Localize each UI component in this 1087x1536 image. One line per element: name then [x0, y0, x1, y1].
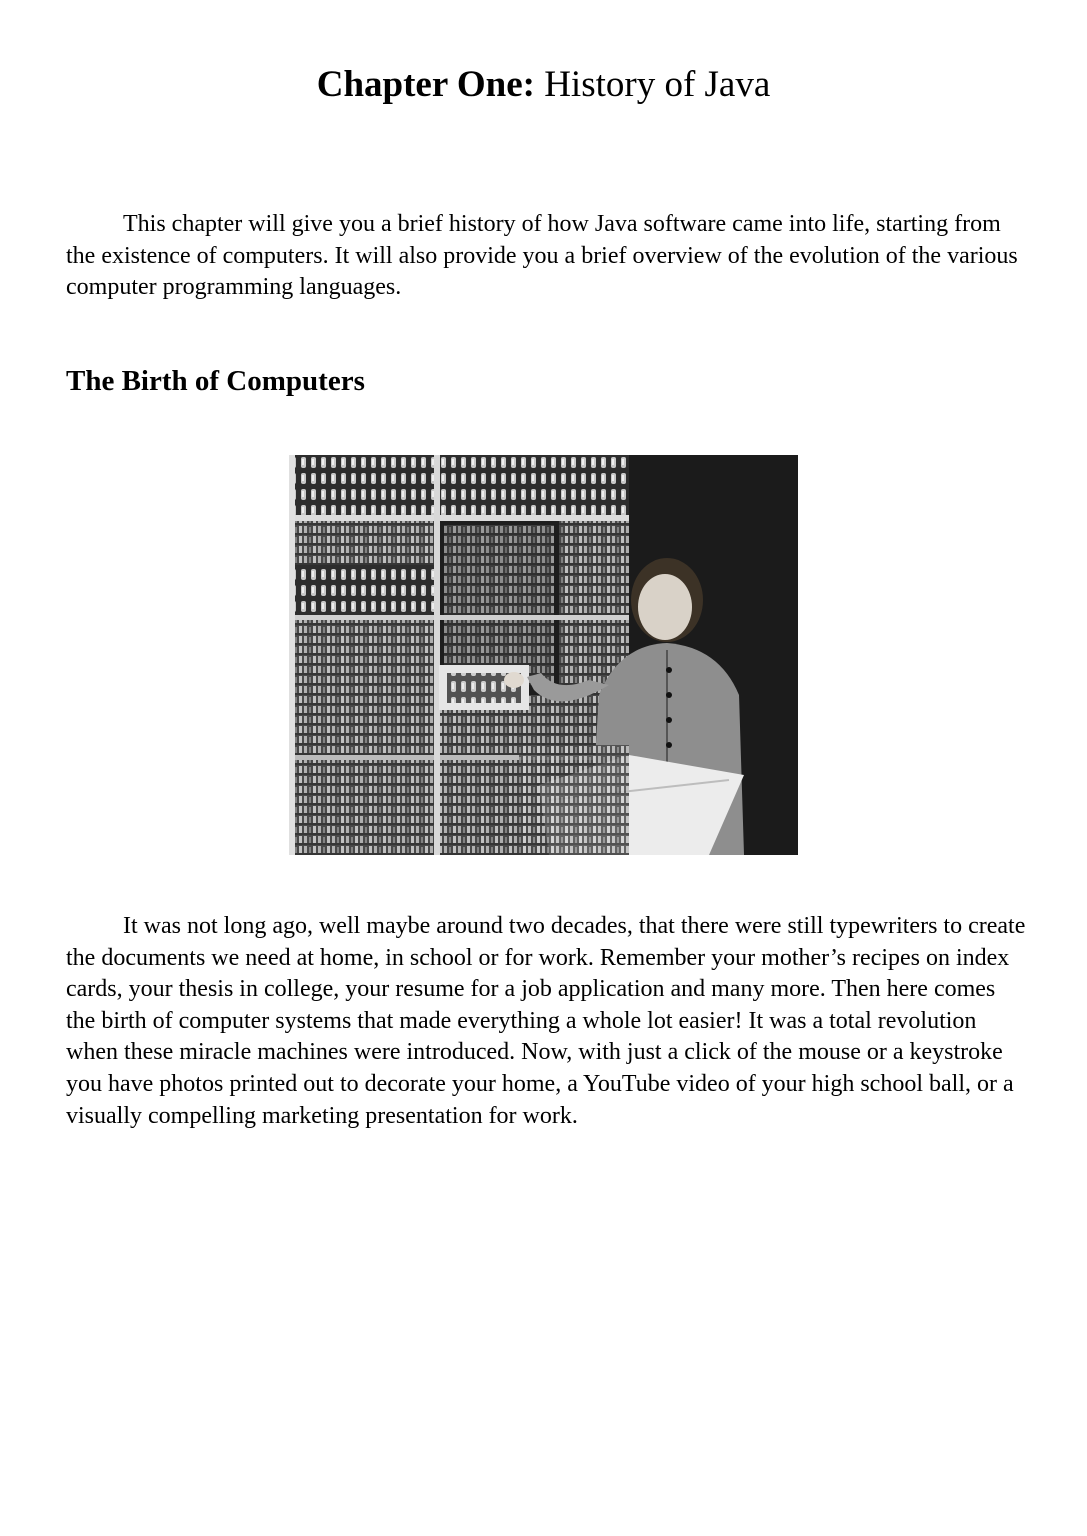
computer-operator-photo	[289, 455, 798, 855]
body-paragraph: It was not long ago, well maybe around two decades, that there were still typewriters to create the documents we need at home, in school or for work. Remember your mother’s recipes on index cards, your thesis in college, your resume for a job application and many more. Then here comes the birth of computer systems that made everything a whole lot easier! It was a total revolution when these miracle machines were introduced. Now, with just a click of the mouse or a keystroke you have photos printed out to decorate your home, a YouTube video of your high school ball, or a visually compelling marketing presentation for work.	[66, 913, 1026, 1129]
photo-illustration	[289, 455, 798, 855]
chapter-title	[0, 62, 1087, 108]
section-heading: The Birth of Computers	[66, 365, 365, 397]
chapter-name: History of Java	[544, 64, 771, 105]
intro-paragraph: This chapter will give you a brief history of how Java software came into life, starting from the existence of computers. It will also provide you a brief overview of the evolution of the various computer programming languages.	[66, 211, 1018, 301]
chapter-label: Chapter One:	[316, 64, 535, 105]
